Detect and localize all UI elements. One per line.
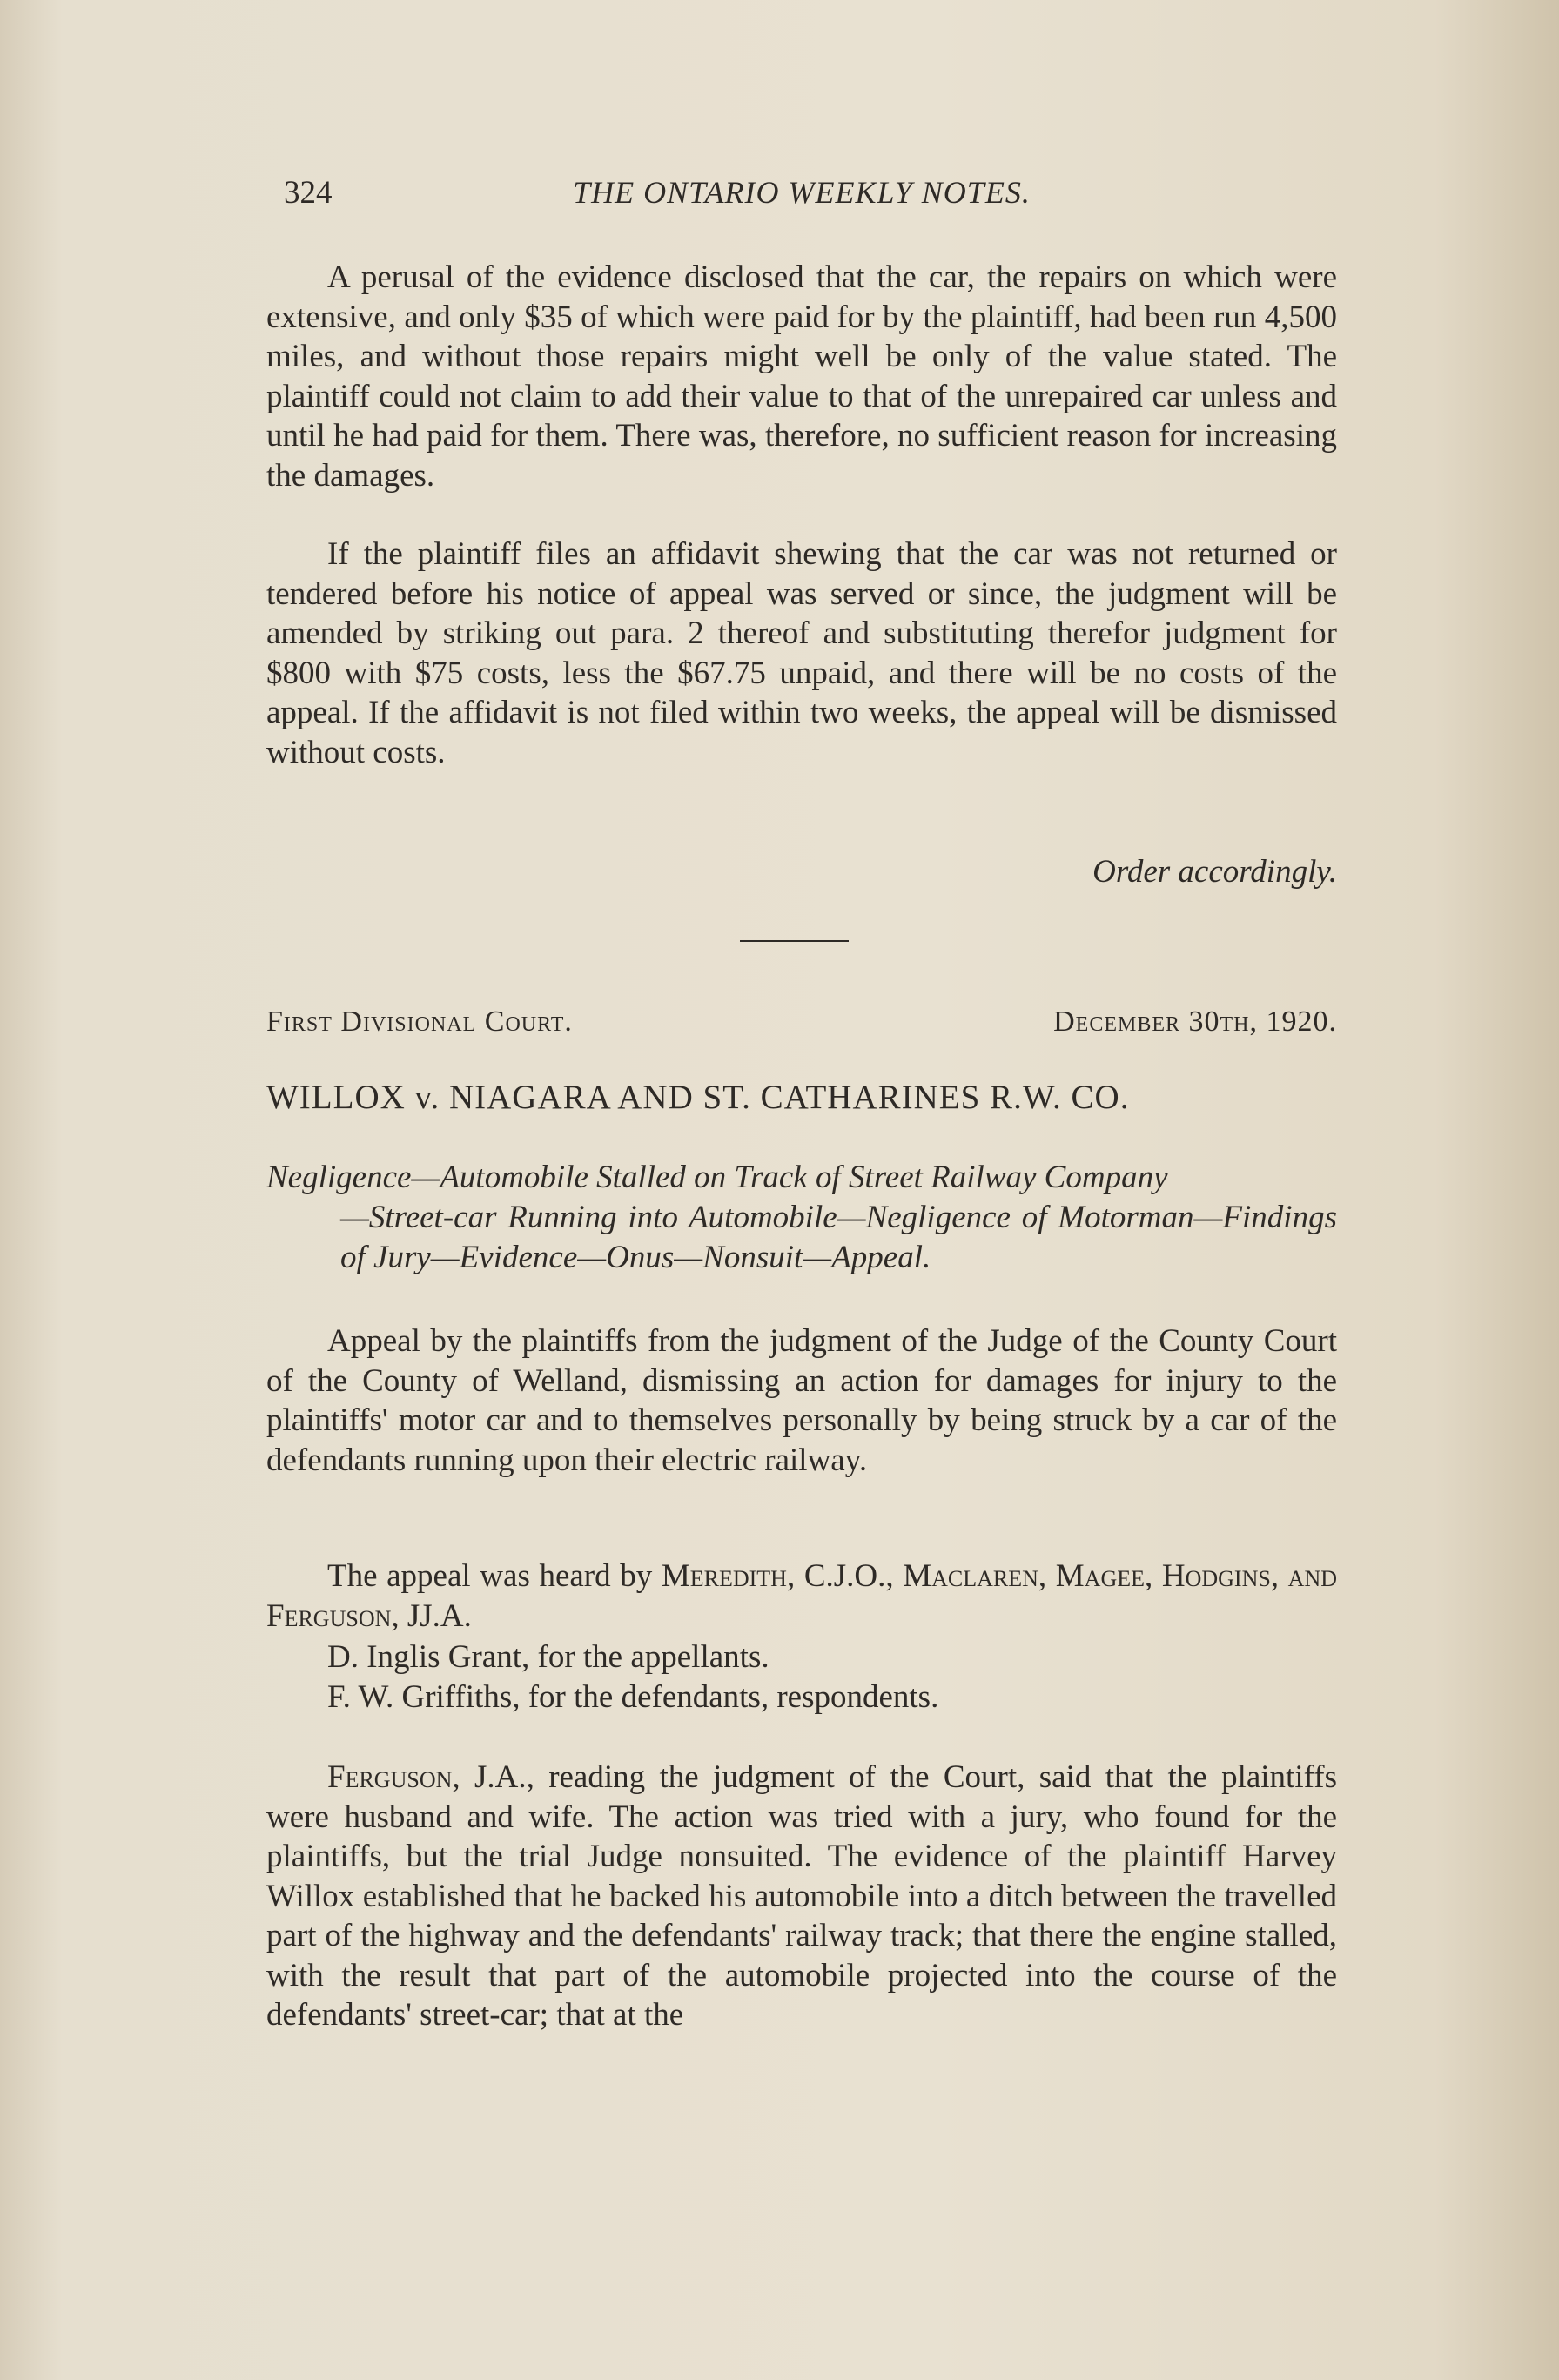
heard-prefix: The appeal was heard by [327, 1558, 662, 1594]
headnote [266, 1158, 1337, 1278]
court-name: First Divisional Court. [266, 1005, 573, 1038]
paragraph-appeal: Appeal by the plaintiffs from the judgment of the Judge of the County Court of the County of Welland, dismissing an action for damages for injury to the plaintiffs' motor car and to themselves personally by being struck by a car of the defendants running upon their electric railway. [266, 1323, 1337, 1478]
counsel-appellants: D. Inglis Grant, for the appellants. [327, 1639, 769, 1675]
case-title: WILLOX v. NIAGARA AND ST. CATHARINES R.W. CO. [266, 1079, 1130, 1116]
court-line [266, 1005, 1337, 1049]
headnote-first-line: Negligence—Automobile Stalled on Track of Street Railway Company [266, 1160, 1168, 1195]
judgment-date: December 30th, 1920. [1053, 1005, 1337, 1038]
running-title: THE ONTARIO WEEKLY NOTES. [573, 175, 1031, 210]
paragraph-damages: A perusal of the evidence disclosed that the car, the repairs on which were extensive, and only $35 of which were paid for by the plaintiff, had been run 4,500 miles, and without those repairs might well be only of the value stated. The plaintiff could not claim to add their value to that of the unrepaired car unless and until he had paid for them. There was, therefore, no sufficient reason for increasing the damages. [266, 259, 1337, 494]
judgment-text: , J.A., reading the judgment of the Court, said that the plaintiffs were husband and wife. The action was tried with a jury, who found for the plaintiffs, but the trial Judge nonsuited. The evidence of the plaintiff Harvey Willox established that he backed his automobile into a ditch between the travelled part of the highway and the defendants' railway track; that there the engine stalled, with the result that part of the automobile projected into the course of the defendants' street-car; that at the [266, 1759, 1337, 2033]
order-line: Order accordingly. [1092, 854, 1337, 890]
counsel-respondents: F. W. Griffiths, for the defendants, respondents. [327, 1679, 939, 1715]
paragraph-affidavit: If the plaintiff files an affidavit shewing that the car was not returned or tendered before his notice of appeal was served or since, the judgment will be amended by striking out para. 2 thereof and substituting therefor judgment for $800 with $75 costs, less the $67.75 unpaid, and there will be no costs of the appeal. If the affidavit is not filed within two weeks, the appeal will be dismissed without costs. [266, 536, 1337, 770]
headnote-continuation: —Street-car Running into Automobile—Negligence of Motorman—Findings of Jury—Evidence—Onus—Nonsuit—Appeal. [340, 1200, 1337, 1275]
page-header [266, 174, 1337, 226]
judges-list: Meredith, C.J.O., Maclaren, Magee, Hodgins, and Ferguson, JJ.A. [266, 1558, 1337, 1634]
section-divider [740, 940, 849, 942]
paragraph-judgment [266, 1758, 1337, 2035]
judgment-author: Ferguson [327, 1759, 453, 1795]
paragraph-heard [266, 1556, 1337, 1636]
page-number: 324 [284, 175, 333, 211]
